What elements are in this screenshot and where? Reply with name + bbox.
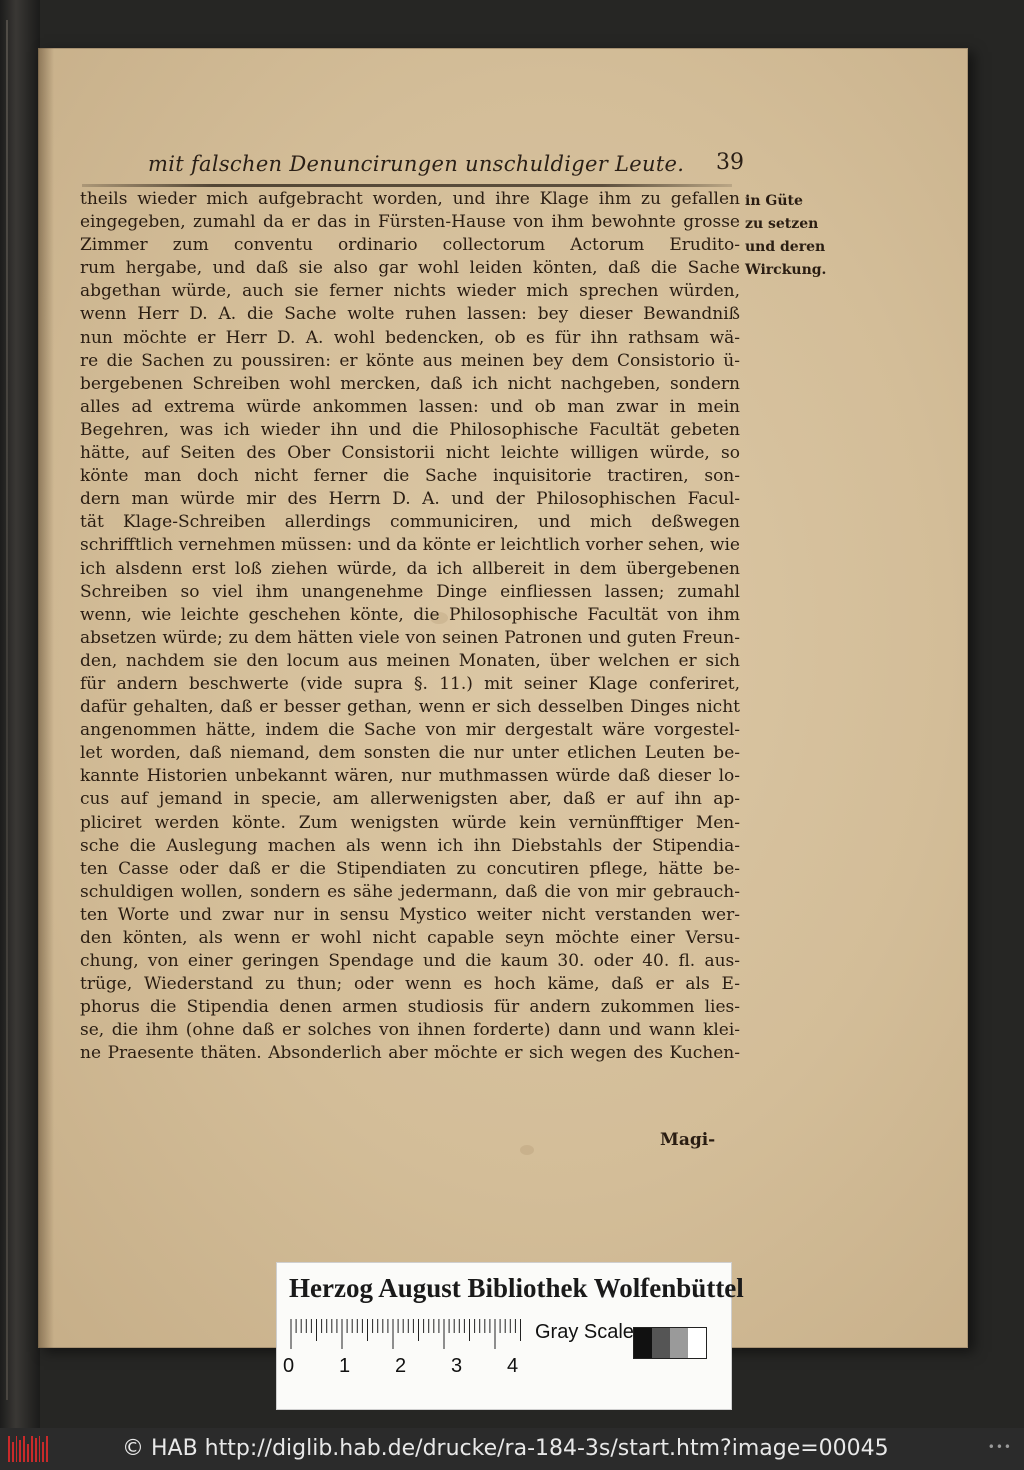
text-line: könte man doch nicht ferner die Sache inquisitorie tractiren, son- xyxy=(80,466,740,487)
text-line: wenn, wie leichte geschehen könte, die Philosophische Facultät von ihm xyxy=(80,604,740,625)
text-line: Zimmer zum conventu ordinario collectorum Actorum Erudito- xyxy=(80,235,740,256)
marginal-note-line: in Güte xyxy=(745,193,803,209)
text-line: Begehren, was ich wieder ihn und die Philosophische Facultät gebeten xyxy=(80,419,740,440)
text-line: phorus die Stipendia denen armen studiosis für andern zukommen lies- xyxy=(80,997,740,1018)
gray-swatch xyxy=(652,1328,670,1358)
text-line: wenn Herr D. A. die Sache wolte ruhen lassen: bey dieser Bewandniß xyxy=(80,304,740,325)
text-line: theils wieder mich aufgebracht worden, und ihre Klage ihm zu gefallen xyxy=(80,189,740,209)
gray-scale-swatches xyxy=(633,1327,707,1359)
book-spine xyxy=(0,0,40,1428)
text-line: den könten, als wenn er wohl nicht capable seyn möchte einer Versu- xyxy=(80,928,740,948)
copyright-link[interactable]: © HAB http://diglib.hab.de/drucke/ra-184-3s/start.htm?image=00045 xyxy=(122,1436,889,1461)
more-icon[interactable]: ••• xyxy=(987,1440,1012,1454)
ruler-label: 2 xyxy=(395,1355,407,1377)
hab-logo-icon xyxy=(8,1436,48,1462)
text-line: Schreiben so viel ihm unangenehme Dinge einfliessen lassen; zumahl xyxy=(80,581,740,602)
text-line: cus auf jemand in specie, am allerwenigsten aber, daß er auf ihn ap- xyxy=(80,789,740,810)
text-line: ten Casse oder daß er die Stipendiaten zu concutiren pflege, hätte be- xyxy=(80,858,740,879)
ruler-label: 3 xyxy=(451,1355,463,1377)
text-line: ten Worte und zwar nur in sensu Mystico weiter nicht verstanden wer- xyxy=(80,904,740,925)
marginal-note-line: und deren xyxy=(745,239,826,256)
library-color-card xyxy=(276,1262,744,1410)
text-line: angenommen hätte, indem die Sache von mir dergestalt wäre vorgestel- xyxy=(80,720,740,741)
text-line: dafür gehalten, daß er besser gethan, wenn er sich desselben Dinges nicht xyxy=(80,697,740,718)
text-line: re die Sachen zu poussiren: er könte aus meinen bey dem Consistorio ü- xyxy=(80,350,740,371)
text-line: tät Klage-Schreiben allerdings communiciren, und mich deßwegen xyxy=(80,512,740,533)
page-number: 39 xyxy=(716,150,744,175)
text-line: chung, von einer geringen Spendage und die kaum 30. oder 40. fl. aus- xyxy=(80,951,740,972)
running-header xyxy=(148,146,748,186)
text-line: abgethan würde, auch sie ferner nichts wieder mich sprechen würden, xyxy=(80,281,740,302)
gray-swatch xyxy=(634,1328,652,1358)
ruler-label: 1 xyxy=(339,1355,351,1377)
text-line: kannte Historien unbekannt wären, nur muthmassen würde daß dieser lo- xyxy=(80,766,740,787)
text-line: let worden, daß niemand, dem sonsten die nur unter etlichen Leuten be- xyxy=(80,743,740,764)
marginal-note xyxy=(745,190,845,282)
gray-swatch xyxy=(670,1328,688,1358)
ruler-label: 4 xyxy=(507,1355,519,1377)
text-line: nun möchte er Herr D. A. wohl bedencken, ob es für ihn rathsam wä- xyxy=(80,327,740,348)
text-line: den, nachdem sie den locum aus meinen Monaten, über welchen er sich xyxy=(80,650,740,671)
text-line: eingegeben, zumahl da er das in Fürsten-Hause von ihm bewohnte grosse xyxy=(80,212,740,233)
gray-swatch xyxy=(688,1328,706,1358)
marginal-note-line: Wirckung. xyxy=(745,262,827,279)
body-text xyxy=(80,188,740,1066)
running-title: mit falschen Denuncirungen unschuldiger Leute. xyxy=(148,152,685,176)
marginal-note-line: zu setzen xyxy=(745,216,819,233)
text-line: pliciret werden könte. Zum wenigsten würde kein vernünfftiger Men- xyxy=(80,812,740,833)
footer-bar xyxy=(0,1428,1024,1470)
text-line: sche die Auslegung machen als wenn ich ihn Diebstahls der Stipendia- xyxy=(80,835,740,856)
text-line: ich alsdenn erst loß ziehen würde, da ich allbereit in dem übergebenen xyxy=(80,558,740,579)
text-line: ne Praesente thäten. Absonderlich aber möchte er sich wegen des Kuchen- xyxy=(80,1043,740,1064)
text-line: dern man würde mir des Herrn D. A. und der Philosophischen Facul- xyxy=(80,489,740,510)
ruler-label: 0 xyxy=(283,1355,295,1377)
text-line: für andern beschwerte (vide supra §. 11.) mit seiner Klage conferiret, xyxy=(80,673,740,694)
ink-speck xyxy=(520,1145,534,1155)
ruler-labels xyxy=(283,1355,523,1379)
text-line: trüge, Wiederstand zu thun; oder wenn es hoch käme, daß er als E- xyxy=(80,974,740,995)
text-line: bergebenen Schreiben wohl mercken, daß ich nicht nachgeben, sondern xyxy=(80,373,740,394)
text-line: absetzen würde; zu dem hätten viele von seinen Patronen und guten Freun- xyxy=(80,627,740,648)
text-line: schrifftlich vernehmen müssen: und da könte er leichtlich vorher sehen, wie xyxy=(80,535,740,556)
text-line: hätte, auf Seiten des Ober Consistorii nicht leichte willigen würde, so xyxy=(80,443,740,464)
text-line: rum hergabe, und daß sie also gar wohl leiden könten, daß die Sache xyxy=(80,258,740,279)
gray-scale-label: Gray Scale xyxy=(535,1321,634,1343)
catchword: Magi- xyxy=(660,1130,716,1150)
library-card-title: Herzog August Bibliothek Wolfenbüttel xyxy=(289,1273,744,1303)
text-line: se, die ihm (ohne daß er solches von ihnen forderte) dann und wann klei- xyxy=(80,1020,740,1041)
page-gutter-shadow xyxy=(38,48,54,1348)
text-line: schuldigen wollen, sondern es sähe jedermann, daß die von mir gebrauch- xyxy=(80,881,740,902)
header-rule xyxy=(82,184,732,187)
ruler-scale xyxy=(289,1319,525,1353)
text-line: alles ad extrema würde ankommen lassen: und ob man zwar in mein xyxy=(80,396,740,417)
